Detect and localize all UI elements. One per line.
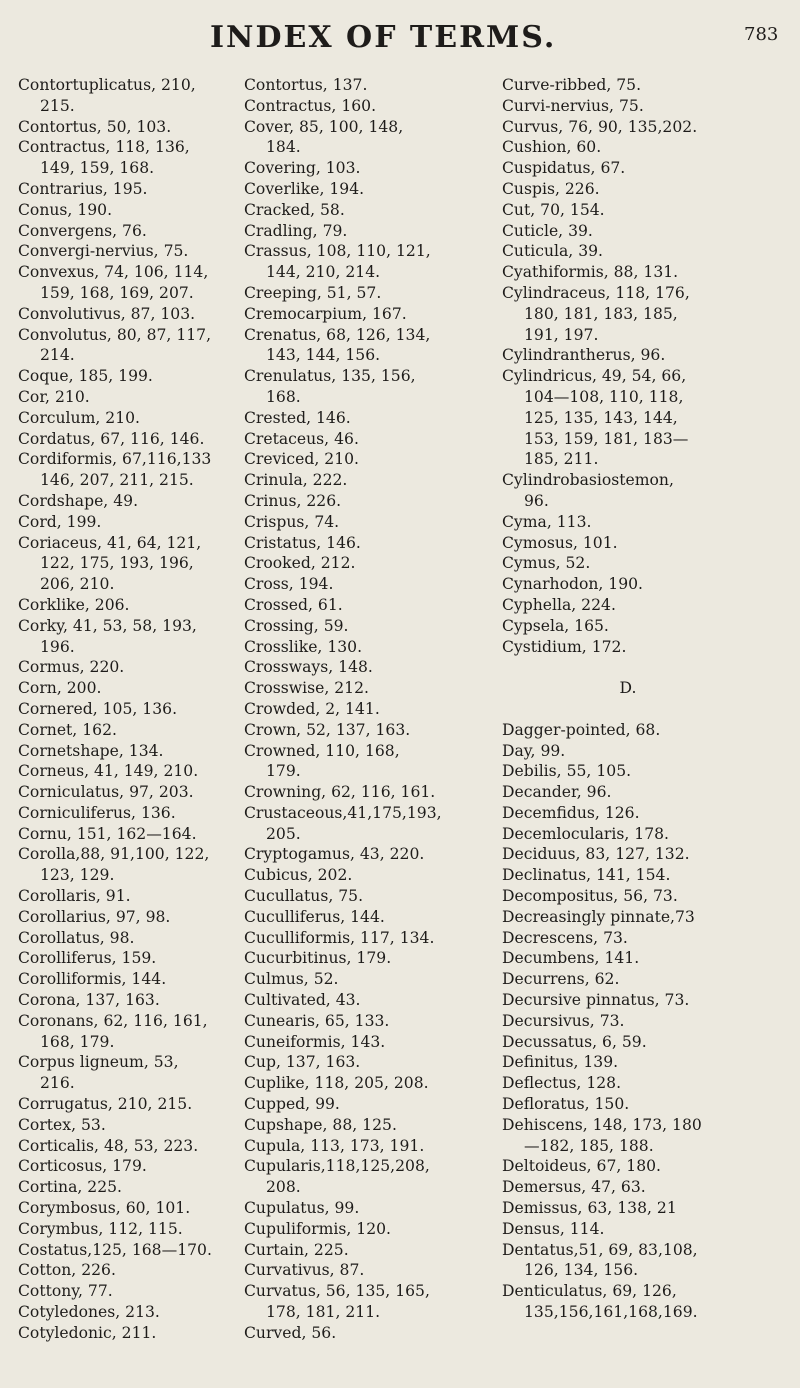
index-entry: Creviced, 210. bbox=[244, 450, 359, 469]
index-entry: Convergi-nervius, 75. bbox=[18, 242, 189, 261]
section-spacer bbox=[502, 657, 794, 678]
index-entry: Contractus, 160. bbox=[244, 96, 377, 115]
index-entry: Contortuplicatus, 210, bbox=[18, 76, 196, 94]
index-entry: Demissus, 63, 138, 21 bbox=[502, 1199, 677, 1218]
index-entry: Cupshape, 88, 125. bbox=[244, 1115, 397, 1134]
index-entry: Cucurbitinus, 179. bbox=[244, 949, 392, 968]
index-entry-continuation: 123, 129. bbox=[40, 866, 115, 885]
index-entry: Cradling, 79. bbox=[244, 221, 348, 240]
index-entry: Demersus, 47, 63. bbox=[502, 1178, 646, 1197]
index-column-3 bbox=[502, 75, 794, 1323]
index-entry: Coriaceus, 41, 64, 121, bbox=[18, 533, 202, 552]
index-entry: Crispus, 74. bbox=[244, 512, 340, 531]
index-entry: Decussatus, 6, 59. bbox=[502, 1032, 647, 1051]
index-entry: Cover, 85, 100, 148, bbox=[244, 117, 404, 136]
index-entry: Deciduus, 83, 127, 132. bbox=[502, 845, 690, 864]
index-entry: Day, 99. bbox=[502, 741, 566, 760]
index-entry: Definitus, 139. bbox=[502, 1053, 619, 1072]
index-entry: Cynarhodon, 190. bbox=[502, 575, 644, 594]
index-entry: Corolla,88, 91,100, 122, bbox=[18, 845, 210, 864]
index-entry: Corticosus, 179. bbox=[18, 1157, 147, 1176]
index-entry-continuation: 196. bbox=[40, 637, 75, 656]
index-entry: Cor, 210. bbox=[18, 387, 90, 406]
index-entry-continuation: 205. bbox=[266, 824, 301, 843]
index-entry: Cuculliformis, 117, 134. bbox=[244, 928, 435, 947]
index-entry: Cross, 194. bbox=[244, 575, 334, 594]
index-entry: Decreasingly pinnate,73 bbox=[502, 907, 695, 926]
index-entry-continuation: 104—108, 110, 118, bbox=[524, 387, 684, 406]
index-entry: Cunearis, 65, 133. bbox=[244, 1011, 390, 1030]
index-entry: Cypsela, 165. bbox=[502, 616, 609, 635]
index-entry: Corollaris, 91. bbox=[18, 887, 131, 906]
index-entry: Crosswise, 212. bbox=[244, 679, 369, 698]
index-entry-continuation: 180, 181, 183, 185, bbox=[524, 304, 678, 323]
index-entry: Coque, 185, 199. bbox=[18, 367, 153, 386]
index-entry: Decursive pinnatus, 73. bbox=[502, 991, 690, 1010]
index-entry: Cordshape, 49. bbox=[18, 491, 139, 510]
index-entry: Cormus, 220. bbox=[18, 658, 125, 677]
index-entry: Corymbosus, 60, 101. bbox=[18, 1199, 191, 1218]
index-entry: Deltoideus, 67, 180. bbox=[502, 1157, 662, 1176]
index-entry-continuation: 214. bbox=[40, 346, 75, 365]
index-entry: Decander, 96. bbox=[502, 783, 612, 802]
index-entry-continuation: 126, 134, 156. bbox=[524, 1261, 639, 1280]
index-entry: Cord, 199. bbox=[18, 512, 102, 531]
index-entry: Curvi-nervius, 75. bbox=[502, 96, 644, 115]
index-entry: Cup, 137, 163. bbox=[244, 1053, 361, 1072]
index-entry: Cordatus, 67, 116, 146. bbox=[18, 429, 205, 448]
index-entry: Curve-ribbed, 75. bbox=[502, 76, 642, 94]
index-entry: Cretaceus, 46. bbox=[244, 429, 359, 448]
index-entry: Crested, 146. bbox=[244, 408, 351, 427]
index-entry: Crosslike, 130. bbox=[244, 637, 363, 656]
index-entry: Corklike, 206. bbox=[18, 595, 130, 614]
index-entry-continuation: 184. bbox=[266, 138, 301, 157]
index-entry: Contortus, 137. bbox=[244, 76, 368, 94]
index-entry-continuation: 96. bbox=[524, 491, 549, 510]
index-entry: Dentatus,51, 69, 83,108, bbox=[502, 1240, 698, 1259]
index-entry: Decrescens, 73. bbox=[502, 928, 628, 947]
index-entry-continuation: 208. bbox=[266, 1178, 301, 1197]
index-entry: Corn, 200. bbox=[18, 679, 102, 698]
index-entry: Contortus, 50, 103. bbox=[18, 117, 172, 136]
index-entry: Corticalis, 48, 53, 223. bbox=[18, 1136, 199, 1155]
index-entry-continuation: 153, 159, 181, 183— bbox=[524, 429, 689, 448]
index-entry: Cymosus, 101. bbox=[502, 533, 618, 552]
index-entry: Crenatus, 68, 126, 134, bbox=[244, 325, 431, 344]
index-entry-continuation: 144, 210, 214. bbox=[266, 263, 381, 282]
index-entry: Cotton, 226. bbox=[18, 1261, 116, 1280]
index-entry: Curvus, 76, 90, 135,202. bbox=[502, 117, 698, 136]
index-entry: Curved, 56. bbox=[244, 1323, 337, 1342]
index-entry: Debilis, 55, 105. bbox=[502, 762, 632, 781]
page-title: INDEX OF TERMS. bbox=[210, 20, 557, 55]
index-entry: Corona, 137, 163. bbox=[18, 991, 160, 1010]
section-letter: D. bbox=[619, 679, 637, 698]
index-entry: Cuculliferus, 144. bbox=[244, 907, 385, 926]
index-entry: Cylindrobasiostemon, bbox=[502, 471, 674, 490]
index-entry: Curvativus, 87. bbox=[244, 1261, 365, 1280]
index-entry: Contractus, 118, 136, bbox=[18, 138, 190, 157]
index-entry-continuation: 122, 175, 193, 196, bbox=[40, 554, 194, 573]
index-entry: Deflectus, 128. bbox=[502, 1074, 622, 1093]
index-entry: Crustaceous,41,175,193, bbox=[244, 803, 442, 822]
index-entry: Cortina, 225. bbox=[18, 1178, 123, 1197]
index-entry: Crooked, 212. bbox=[244, 554, 356, 573]
index-entry: Cryptogamus, 43, 220. bbox=[244, 845, 425, 864]
index-entry: Cut, 70, 154. bbox=[502, 200, 605, 219]
index-entry: Corolliferus, 159. bbox=[18, 949, 157, 968]
index-entry: Coverlike, 194. bbox=[244, 179, 365, 198]
index-entry: Cylindraceus, 118, 176, bbox=[502, 283, 690, 302]
index-entry-continuation: 216. bbox=[40, 1074, 75, 1093]
index-entry: Cristatus, 146. bbox=[244, 533, 361, 552]
page-number: 783 bbox=[744, 24, 779, 45]
index-entry-continuation: 143, 144, 156. bbox=[266, 346, 381, 365]
index-entry: Declinatus, 141, 154. bbox=[502, 866, 671, 885]
index-entry: Cupula, 113, 173, 191. bbox=[244, 1136, 425, 1155]
index-entry: Costatus,125, 168—170. bbox=[18, 1240, 212, 1259]
index-entry: Crenulatus, 135, 156, bbox=[244, 367, 416, 386]
index-entry: Decursivus, 73. bbox=[502, 1011, 625, 1030]
index-entry: Covering, 103. bbox=[244, 159, 361, 178]
index-entry: Cortex, 53. bbox=[18, 1115, 106, 1134]
index-entry: Decemlocularis, 178. bbox=[502, 824, 669, 843]
index-entry: Culmus, 52. bbox=[244, 970, 339, 989]
index-entry: Cordiformis, 67,116,133 bbox=[18, 450, 212, 469]
index-entry: Corky, 41, 53, 58, 193, bbox=[18, 616, 197, 635]
index-entry: Cystidium, 172. bbox=[502, 637, 627, 656]
index-entry: Cucullatus, 75. bbox=[244, 887, 364, 906]
index-entry: Cuticula, 39. bbox=[502, 242, 604, 261]
index-entry: Corollatus, 98. bbox=[18, 928, 135, 947]
index-entry: Decumbens, 141. bbox=[502, 949, 640, 968]
index-entry: Convexus, 74, 106, 114, bbox=[18, 263, 209, 282]
index-entry: Cotyledones, 213. bbox=[18, 1303, 160, 1322]
index-entry: Corymbus, 112, 115. bbox=[18, 1219, 183, 1238]
index-entry: Cuspis, 226. bbox=[502, 179, 600, 198]
index-entry-continuation: 215. bbox=[40, 96, 75, 115]
index-entry: Cupuliformis, 120. bbox=[244, 1219, 391, 1238]
index-entry: Denticulatus, 69, 126, bbox=[502, 1282, 677, 1301]
index-entry: Contrarius, 195. bbox=[18, 179, 148, 198]
index-entry: Crassus, 108, 110, 121, bbox=[244, 242, 431, 261]
index-entry: Defloratus, 150. bbox=[502, 1095, 630, 1114]
index-entry: Densus, 114. bbox=[502, 1219, 605, 1238]
index-entry: Cornet, 162. bbox=[18, 720, 117, 739]
index-entry: Cubicus, 202. bbox=[244, 866, 353, 885]
index-entry: Crossed, 61. bbox=[244, 595, 343, 614]
index-entry-continuation: 149, 159, 168. bbox=[40, 159, 155, 178]
index-column-1 bbox=[18, 75, 243, 1344]
index-entry: Convolutus, 80, 87, 117, bbox=[18, 325, 212, 344]
index-entry: Corculum, 210. bbox=[18, 408, 141, 427]
index-entry: Crowning, 62, 116, 161. bbox=[244, 783, 436, 802]
section-spacer bbox=[502, 699, 794, 720]
index-entry: Crossways, 148. bbox=[244, 658, 373, 677]
index-entry: Cupularis,118,125,208, bbox=[244, 1157, 430, 1176]
index-entry: Creeping, 51, 57. bbox=[244, 283, 382, 302]
index-entry: Crowded, 2, 141. bbox=[244, 699, 380, 718]
index-entry: Cornetshape, 134. bbox=[18, 741, 164, 760]
index-entry: Cyathiformis, 88, 131. bbox=[502, 263, 679, 282]
index-entry: Crown, 52, 137, 163. bbox=[244, 720, 411, 739]
index-entry: Corneus, 41, 149, 210. bbox=[18, 762, 199, 781]
index-entry: Crowned, 110, 168, bbox=[244, 741, 400, 760]
index-entry: Dagger-pointed, 68. bbox=[502, 720, 661, 739]
index-entry: Curvatus, 56, 135, 165, bbox=[244, 1282, 430, 1301]
index-entry: Corniculatus, 97, 203. bbox=[18, 783, 194, 802]
index-entry: Curtain, 225. bbox=[244, 1240, 349, 1259]
index-entry-continuation: 135,156,161,168,169. bbox=[524, 1303, 698, 1322]
index-entry: Conus, 190. bbox=[18, 200, 113, 219]
index-entry-continuation: 179. bbox=[266, 762, 301, 781]
index-entry: Cuspidatus, 67. bbox=[502, 159, 626, 178]
index-entry-continuation: 168, 179. bbox=[40, 1032, 115, 1051]
index-entry: Cracked, 58. bbox=[244, 200, 345, 219]
index-entry: Cotyledonic, 211. bbox=[18, 1323, 157, 1342]
index-entry: Corniculiferus, 136. bbox=[18, 803, 176, 822]
index-entry-continuation: 185, 211. bbox=[524, 450, 599, 469]
index-entry-continuation: 159, 168, 169, 207. bbox=[40, 283, 194, 302]
index-entry: Cuneiformis, 143. bbox=[244, 1032, 386, 1051]
index-entry: Cushion, 60. bbox=[502, 138, 602, 157]
index-entry: Dehiscens, 148, 173, 180 bbox=[502, 1115, 702, 1134]
index-entry: Cymus, 52. bbox=[502, 554, 591, 573]
index-entry: Decurrens, 62. bbox=[502, 970, 620, 989]
index-entry-continuation: 146, 207, 211, 215. bbox=[40, 471, 194, 490]
index-entry: Convergens, 76. bbox=[18, 221, 147, 240]
index-entry: Crinula, 222. bbox=[244, 471, 348, 490]
index-entry: Cottony, 77. bbox=[18, 1282, 113, 1301]
index-entry: Decompositus, 56, 73. bbox=[502, 887, 678, 906]
index-entry-continuation: 206, 210. bbox=[40, 575, 115, 594]
index-entry-continuation: 125, 135, 143, 144, bbox=[524, 408, 678, 427]
index-entry: Cultivated, 43. bbox=[244, 991, 361, 1010]
index-entry: Corollarius, 97, 98. bbox=[18, 907, 171, 926]
index-entry: Cornu, 151, 162—164. bbox=[18, 824, 197, 843]
index-entry: Cuplike, 118, 205, 208. bbox=[244, 1074, 429, 1093]
index-entry: Decemfidus, 126. bbox=[502, 803, 640, 822]
index-entry: Corrugatus, 210, 215. bbox=[18, 1095, 193, 1114]
index-entry: Convolutivus, 87, 103. bbox=[18, 304, 196, 323]
index-entry: Coronans, 62, 116, 161, bbox=[18, 1011, 208, 1030]
index-entry: Cylindrantherus, 96. bbox=[502, 346, 666, 365]
index-entry: Crossing, 59. bbox=[244, 616, 349, 635]
index-entry-continuation: —182, 185, 188. bbox=[524, 1136, 654, 1155]
index-entry: Cyma, 113. bbox=[502, 512, 592, 531]
index-entry-continuation: 178, 181, 211. bbox=[266, 1303, 381, 1322]
index-entry: Cylindricus, 49, 54, 66, bbox=[502, 367, 687, 386]
index-entry: Cornered, 105, 136. bbox=[18, 699, 178, 718]
index-entry-continuation: 191, 197. bbox=[524, 325, 599, 344]
index-entry: Cupulatus, 99. bbox=[244, 1199, 360, 1218]
index-entry-continuation: 168. bbox=[266, 387, 301, 406]
index-column-2 bbox=[244, 75, 500, 1344]
index-entry: Cuticle, 39. bbox=[502, 221, 593, 240]
index-entry: Corolliformis, 144. bbox=[18, 970, 167, 989]
index-entry: Crinus, 226. bbox=[244, 491, 342, 510]
index-entry: Cupped, 99. bbox=[244, 1095, 340, 1114]
index-entry: Cyphella, 224. bbox=[502, 595, 616, 614]
index-entry: Corpus ligneum, 53, bbox=[18, 1053, 179, 1072]
index-entry: Cremocarpium, 167. bbox=[244, 304, 407, 323]
